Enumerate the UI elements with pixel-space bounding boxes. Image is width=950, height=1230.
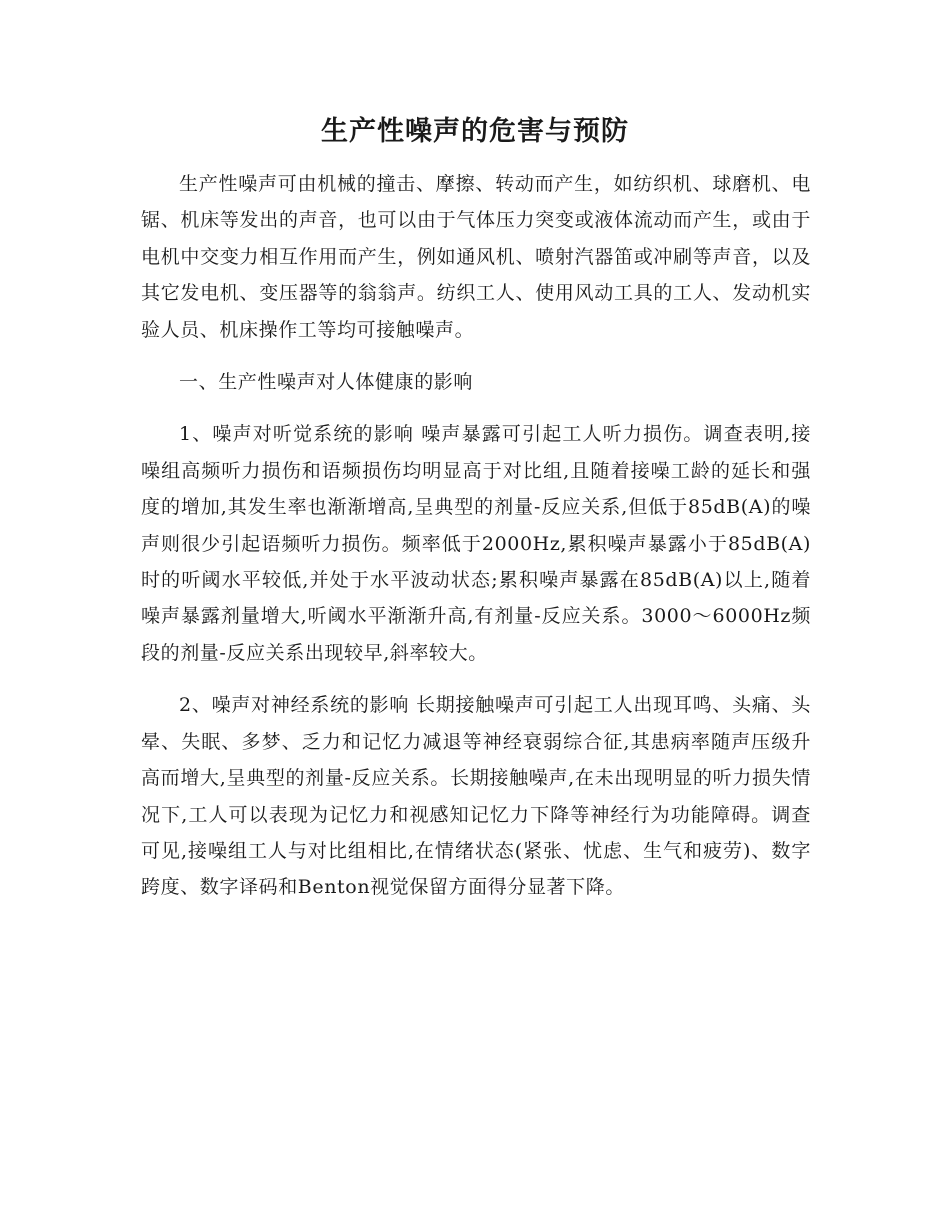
document-body — [141, 166, 811, 922]
document-title: 生产性噪声的危害与预防 — [321, 116, 629, 147]
nervous-effects-paragraph: 2、噪声对神经系统的影响 长期接触噪声可引起工人出现耳鸣、头痛、头晕、失眠、多梦、乏力和记忆力减退等神经衰弱综合征,其患病率随声压级升高而增大,呈典型的剂量-反应关系。长期接触噪声,在未出现明显的听力损失情况下,工人可以表现为记忆力和视感知记忆力下降等神经行为功能障碍。调查可见,接噪组工人与对比组相比,在情绪状态(紧张、忧虑、生气和疲劳)、数字跨度、数字译码和Benton视觉保留方面得分显著下降。 — [141, 694, 811, 899]
hearing-effects-paragraph: 1、噪声对听觉系统的影响 噪声暴露可引起工人听力损伤。调查表明,接噪组高频听力损伤和语频损伤均明显高于对比组,且随着接噪工龄的延长和强度的增加,其发生率也渐渐增高,呈典型的剂量-反应关系,但低于85dB(A)的噪声则很少引起语频听力损伤。频率低于2000Hz,累积噪声暴露小于85dB(A)时的听阈水平较低,并处于水平波动状态;累积噪声暴露在85dB(A)以上,随着噪声暴露剂量增大,听阈水平渐渐升高,有剂量-反应关系。3000～6000Hz频段的剂量-反应关系出现较早,斜率较大。 — [141, 423, 811, 664]
intro-paragraph: 生产性噪声可由机械的撞击、摩擦、转动而产生，如纺织机、球磨机、电锯、机床等发出的声音，也可以由于气体压力突变或液体流动而产生，或由于电机中交变力相互作用而产生，例如通风机、喷射汽器笛或冲刷等声音，以及其它发电机、变压器等的翁翁声。纺织工人、使用风动工具的工人、发动机实验人员、机床操作工等均可接触噪声。 — [141, 173, 811, 341]
section-heading: 一、生产性噪声对人体健康的影响 — [179, 371, 474, 394]
